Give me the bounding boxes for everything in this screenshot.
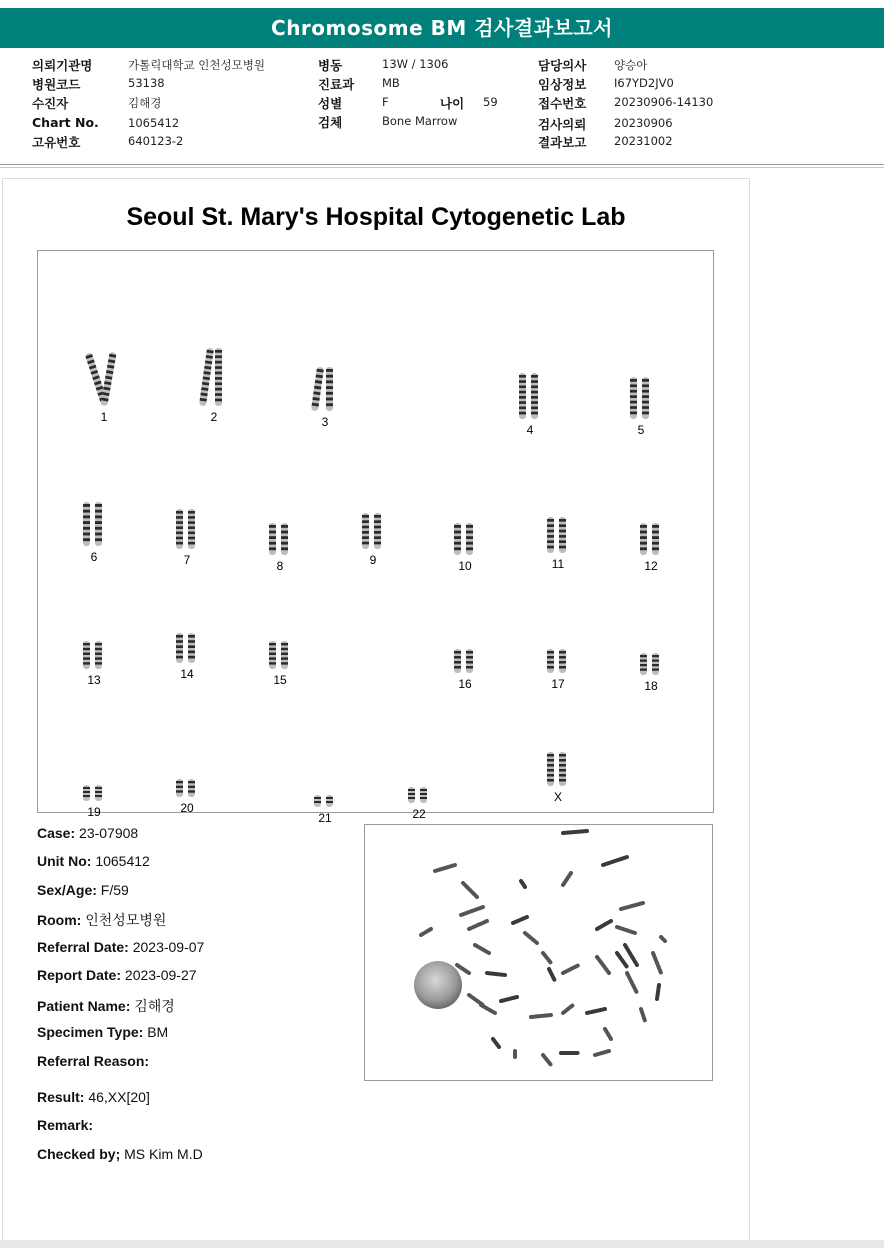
info-label: 병동 (318, 58, 343, 73)
case-field-row (37, 996, 175, 1016)
metaphase-chromosome (525, 933, 537, 943)
chromosome-pair-image (528, 493, 588, 557)
metaphase-chromosome (595, 1051, 609, 1055)
patient-info-block (0, 56, 884, 156)
cytogenetic-report (2, 178, 750, 1242)
case-field-row (37, 1089, 150, 1105)
metaphase-chromosome (469, 921, 487, 929)
chromosome-pair-14 (157, 603, 217, 683)
case-field-label: Specimen Type: (37, 1024, 144, 1040)
chromosome-pair-image (528, 613, 588, 677)
case-field-value: 인천성모병원 (81, 912, 167, 928)
case-field-value: BM (143, 1024, 169, 1040)
chromosome-pair-22 (389, 743, 449, 823)
chromosome-pair-image (64, 486, 124, 550)
case-field-value: 2023-09-27 (121, 967, 197, 983)
chromosome-label: 7 (183, 553, 191, 567)
case-field-row (37, 1024, 168, 1040)
metaphase-chromosome (435, 865, 455, 871)
chromosome-pair-image (500, 359, 560, 423)
chromosome-pair-18 (621, 615, 681, 695)
metaphase-chromosome (657, 985, 659, 999)
case-field-label: Report Date: (37, 967, 122, 983)
chromosome-label: 5 (637, 423, 645, 437)
chromosome-pair-image (157, 737, 217, 801)
chromosome-label: 10 (458, 559, 472, 573)
chromosome-label: 11 (551, 557, 565, 571)
chromosome-label: 8 (276, 559, 284, 573)
chromosome-pair-image (250, 609, 310, 673)
chromosome-pair-16 (435, 613, 495, 693)
info-value: Bone Marrow (382, 114, 458, 128)
chromosome-pair-8 (250, 495, 310, 575)
metaphase-chromosome (543, 953, 551, 963)
metaphase-chromosome (627, 973, 637, 993)
info-value: 김해경 (128, 96, 162, 110)
case-field-value: F/59 (96, 882, 129, 898)
chromosome-pair-image (157, 603, 217, 667)
metaphase-chromosome (481, 1005, 495, 1013)
case-field-label: Referral Reason: (37, 1053, 150, 1069)
chromosome-pair-6 (64, 486, 124, 566)
metaphase-chromosome (653, 953, 661, 973)
metaphase-chromosome (641, 1009, 645, 1021)
chromosome-label: X (553, 790, 562, 804)
info-value: F (382, 95, 389, 109)
case-field-label: Checked by; (37, 1146, 121, 1162)
chromosome-pair-image (64, 741, 124, 805)
page-footer-strip (0, 1240, 884, 1248)
case-field-row (37, 882, 129, 898)
chromosome-label: 4 (526, 423, 534, 437)
chromosome-label: 19 (87, 805, 101, 819)
chromosome-pair-1 (74, 346, 134, 426)
chromosome-label: 14 (180, 667, 194, 681)
chromosome-label: 18 (644, 679, 658, 693)
chromosome-label: 2 (210, 410, 218, 424)
divider (0, 164, 884, 165)
chromosome-pair-image (435, 495, 495, 559)
chromosome-label: 13 (87, 673, 101, 687)
info-value: 53138 (128, 76, 165, 90)
metaphase-chromosome (597, 921, 611, 929)
metaphase-chromosome (521, 881, 525, 887)
case-field-row (37, 910, 166, 930)
case-field-value: 23-07908 (75, 825, 139, 841)
metaphase-spread-drawing (365, 825, 712, 1080)
metaphase-chromosome (661, 937, 665, 941)
chromosome-pair-17 (528, 613, 588, 693)
chromosome-pair-image (389, 743, 449, 807)
chromosome-pair-image (74, 346, 134, 410)
interphase-nucleus (414, 961, 462, 1009)
info-label: 성별 (318, 96, 343, 111)
chromosome-pair-5 (611, 359, 671, 439)
case-field-label: Unit No: (37, 853, 92, 869)
case-field-value: MS Kim M.D (120, 1146, 203, 1162)
case-field-label: Referral Date: (37, 939, 129, 955)
case-field-label: Remark: (37, 1117, 94, 1133)
metaphase-image (364, 824, 713, 1081)
karyogram (37, 250, 714, 825)
info-value: 20231002 (614, 134, 673, 148)
case-field-row (37, 1146, 203, 1162)
metaphase-chromosome (513, 917, 527, 923)
metaphase-chromosome (421, 929, 431, 935)
metaphase-chromosome (461, 907, 483, 915)
case-field-label: Result: (37, 1089, 85, 1105)
info-value: 가톨릭대학교 인천성모병원 (128, 58, 265, 72)
info-label: 검체 (318, 115, 343, 130)
divider (0, 167, 884, 168)
metaphase-chromosome (621, 903, 643, 909)
chromosome-pair-9 (343, 489, 403, 569)
info-label: 검사의뢰 (538, 117, 587, 132)
info-label: 수진자 (32, 96, 69, 111)
chromosome-pair-13 (64, 609, 124, 689)
metaphase-chromosome (475, 945, 489, 953)
metaphase-chromosome (617, 927, 635, 933)
case-field-label: Case: (37, 825, 76, 841)
metaphase-chromosome (463, 883, 477, 897)
case-field-label: Sex/Age: (37, 882, 97, 898)
metaphase-chromosome (587, 1009, 605, 1013)
chromosome-pair-image (250, 495, 310, 559)
metaphase-chromosome (457, 965, 469, 973)
chromosome-pair-image (295, 351, 355, 415)
metaphase-chromosome (549, 969, 555, 981)
chromosome-label: 22 (412, 807, 426, 821)
case-field-row (37, 1117, 93, 1133)
case-field-row (37, 1053, 149, 1069)
case-field-value: 46,XX[20] (84, 1089, 150, 1105)
metaphase-chromosome (563, 831, 587, 833)
case-field-value: 김해경 (130, 998, 175, 1014)
metaphase-chromosome (487, 973, 505, 975)
case-field-row (37, 967, 197, 983)
chromosome-pair-x (528, 726, 588, 806)
metaphase-chromosome (625, 945, 637, 965)
case-field-value: 2023-09-07 (128, 939, 205, 955)
chromosome-pair-image (295, 747, 355, 811)
metaphase-chromosome (605, 1029, 611, 1039)
chromosome-label: 20 (180, 801, 194, 815)
chromosome-label: 12 (644, 559, 658, 573)
chromosome-pair-image (528, 726, 588, 790)
chromosome-pair-21 (295, 747, 355, 827)
case-field-label: Room: (37, 912, 82, 928)
metaphase-chromosome (563, 965, 579, 973)
chromosome-label: 17 (551, 677, 565, 691)
chromosome-pair-11 (528, 493, 588, 573)
chromosome-pair-4 (500, 359, 560, 439)
metaphase-chromosome (597, 957, 609, 973)
info-label-age: 나이 (440, 96, 465, 111)
case-field-row (37, 853, 150, 869)
info-label: Chart No. (32, 115, 99, 130)
case-field-row (37, 825, 138, 841)
chromosome-pair-20 (157, 737, 217, 817)
info-value: 640123-2 (128, 134, 184, 148)
chromosome-pair-image (435, 613, 495, 677)
info-label: 의뢰기관명 (32, 58, 93, 73)
info-label: 임상정보 (538, 77, 587, 92)
info-value: 양승아 (614, 58, 648, 72)
chromosome-label: 9 (369, 553, 377, 567)
case-field-row (37, 939, 204, 955)
chromosome-pair-image (621, 495, 681, 559)
info-value: I67YD2JV0 (614, 76, 674, 90)
case-field-value: 1065412 (91, 853, 150, 869)
metaphase-chromosome (493, 1039, 499, 1047)
info-label: 접수번호 (538, 96, 587, 111)
info-label: 담당의사 (538, 58, 587, 73)
info-value: 20230906 (614, 116, 673, 130)
metaphase-chromosome (501, 997, 517, 1001)
info-value: 20230906-14130 (614, 95, 714, 109)
metaphase-chromosome (563, 873, 571, 885)
info-label: 병원코드 (32, 77, 81, 92)
info-label: 결과보고 (538, 135, 587, 150)
chromosome-pair-image (621, 615, 681, 679)
metaphase-chromosome (603, 857, 627, 865)
chromosome-label: 15 (273, 673, 287, 687)
metaphase-chromosome (543, 1055, 551, 1065)
chromosome-pair-19 (64, 741, 124, 821)
chromosome-pair-10 (435, 495, 495, 575)
chromosome-pair-image (157, 489, 217, 553)
metaphase-chromosome (531, 1015, 551, 1017)
chromosome-pair-3 (295, 351, 355, 431)
chromosome-pair-7 (157, 489, 217, 569)
info-label: 진료과 (318, 77, 355, 92)
chromosome-label: 1 (100, 410, 108, 424)
chromosome-pair-15 (250, 609, 310, 689)
info-value-age: 59 (483, 95, 498, 109)
lab-title: Seoul St. Mary's Hospital Cytogenetic Lab (126, 203, 626, 231)
metaphase-chromosome (563, 1005, 573, 1013)
chromosome-label: 3 (321, 415, 329, 429)
chromosome-label: 21 (318, 811, 332, 825)
metaphase-chromosome (617, 953, 627, 967)
info-value: 13W / 1306 (382, 57, 449, 71)
chromosome-pair-image (343, 489, 403, 553)
info-value: 1065412 (128, 116, 180, 130)
chromosome-pair-image (184, 346, 244, 410)
chromosome-label: 6 (90, 550, 98, 564)
case-field-label: Patient Name: (37, 998, 131, 1014)
info-value: MB (382, 76, 400, 90)
chromosome-label: 16 (458, 677, 472, 691)
report-header-title: Chromosome BM 검사결과보고서 (0, 8, 884, 48)
chromosome-pair-image (64, 609, 124, 673)
chromosome-pair-image (611, 359, 671, 423)
info-label: 고유번호 (32, 135, 81, 150)
chromosome-pair-2 (184, 346, 244, 426)
chromosome-pair-12 (621, 495, 681, 575)
